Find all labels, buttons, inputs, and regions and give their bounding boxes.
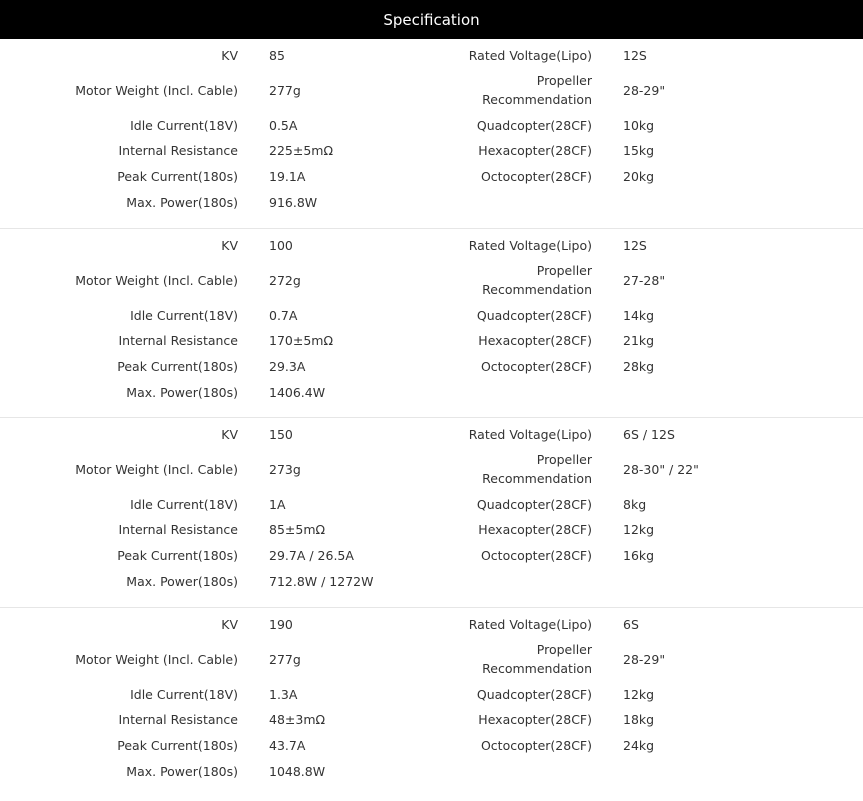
- peak-current-label: Peak Current(180s): [117, 737, 238, 753]
- max-power-value: 1048.8W: [269, 763, 326, 779]
- propeller-label-line1: Propeller: [536, 452, 592, 467]
- weight-label: Motor Weight (Incl. Cable): [75, 272, 238, 288]
- weight-value: 277g: [269, 83, 301, 98]
- quadcopter-label: Quadcopter(28CF): [476, 118, 592, 133]
- hexacopter-value: 15kg: [623, 143, 655, 158]
- resistance-value: 170±5mΩ: [269, 332, 334, 348]
- hexacopter-label: Hexacopter(28CF): [478, 522, 592, 537]
- propeller-label: [482, 71, 592, 109]
- kv-label: KV: [221, 616, 238, 632]
- resistance-value: 225±5mΩ: [269, 143, 334, 158]
- propeller-value: 28-30" / 22": [623, 462, 699, 477]
- quadcopter-label: Quadcopter(28CF): [476, 497, 592, 512]
- max-power-label: Max. Power(180s): [126, 574, 238, 589]
- peak-current-value: 29.7A / 26.5A: [269, 548, 354, 563]
- peak-current-value: 19.1A: [269, 169, 306, 184]
- propeller-value: 28-29": [623, 83, 666, 98]
- idle-current-label: Idle Current(18V): [130, 686, 238, 702]
- idle-current-value: 0.7A: [269, 307, 298, 323]
- peak-current-label: Peak Current(180s): [117, 358, 238, 374]
- resistance-label: Internal Resistance: [118, 143, 238, 158]
- octocopter-value: 16kg: [623, 548, 655, 563]
- weight-value: 277g: [269, 651, 301, 667]
- idle-current-label: Idle Current(18V): [130, 118, 238, 133]
- voltage-label: Rated Voltage(Lipo): [468, 237, 592, 253]
- octocopter-value: 20kg: [623, 169, 655, 184]
- voltage-label: Rated Voltage(Lipo): [468, 616, 592, 632]
- max-power-value: 1406.4W: [269, 384, 326, 400]
- idle-current-value: 1A: [269, 497, 286, 512]
- resistance-value: 48±3mΩ: [269, 711, 326, 727]
- propeller-label: [482, 261, 592, 299]
- voltage-value: 6S / 12S: [623, 427, 675, 442]
- hexacopter-value: 12kg: [623, 522, 655, 537]
- peak-current-label: Peak Current(180s): [117, 548, 238, 563]
- propeller-label-line2: Recommendation: [482, 92, 592, 107]
- octocopter-label: Octocopter(28CF): [480, 548, 592, 563]
- propeller-label-line1: Propeller: [536, 262, 592, 278]
- specification-header: [0, 0, 863, 39]
- quadcopter-label: Quadcopter(28CF): [476, 686, 592, 702]
- voltage-value: 12S: [623, 48, 647, 63]
- quadcopter-value: 12kg: [623, 686, 655, 702]
- weight-label: Motor Weight (Incl. Cable): [75, 651, 238, 667]
- max-power-value: 916.8W: [269, 195, 318, 210]
- page-title: Specification: [383, 10, 480, 29]
- idle-current-label: Idle Current(18V): [130, 307, 238, 323]
- kv-value: 85: [269, 48, 285, 63]
- propeller-label: [482, 450, 592, 488]
- voltage-label: Rated Voltage(Lipo): [468, 427, 592, 442]
- hexacopter-label: Hexacopter(28CF): [478, 332, 592, 348]
- kv-value: 150: [269, 427, 293, 442]
- voltage-value: 6S: [623, 616, 639, 632]
- octocopter-value: 28kg: [623, 358, 655, 374]
- idle-current-value: 1.3A: [269, 686, 298, 702]
- spec-tables: [0, 39, 863, 797]
- quadcopter-value: 10kg: [623, 118, 655, 133]
- kv-value: 100: [269, 237, 293, 253]
- resistance-label: Internal Resistance: [118, 711, 238, 727]
- weight-label: Motor Weight (Incl. Cable): [75, 83, 238, 98]
- kv-label: KV: [221, 237, 238, 253]
- spec-block: [0, 418, 863, 608]
- quadcopter-label: Quadcopter(28CF): [476, 307, 592, 323]
- quadcopter-value: 8kg: [623, 497, 647, 512]
- hexacopter-label: Hexacopter(28CF): [478, 711, 592, 727]
- spec-block: [0, 608, 863, 798]
- max-power-label: Max. Power(180s): [126, 763, 238, 779]
- voltage-value: 12S: [623, 237, 647, 253]
- propeller-label-line1: Propeller: [536, 641, 592, 657]
- propeller-label-line2: Recommendation: [482, 660, 592, 676]
- idle-current-value: 0.5A: [269, 118, 298, 133]
- weight-value: 272g: [269, 272, 301, 288]
- voltage-label: Rated Voltage(Lipo): [468, 48, 592, 63]
- resistance-label: Internal Resistance: [118, 332, 238, 348]
- peak-current-value: 29.3A: [269, 358, 306, 374]
- propeller-value: 28-29": [623, 651, 666, 667]
- resistance-label: Internal Resistance: [118, 522, 238, 537]
- peak-current-value: 43.7A: [269, 737, 306, 753]
- octocopter-value: 24kg: [623, 737, 655, 753]
- propeller-label-line2: Recommendation: [482, 471, 592, 486]
- octocopter-label: Octocopter(28CF): [480, 169, 592, 184]
- propeller-label-line2: Recommendation: [482, 281, 592, 297]
- weight-label: Motor Weight (Incl. Cable): [75, 462, 238, 477]
- spec-block: [0, 229, 863, 419]
- max-power-value: 712.8W / 1272W: [269, 574, 374, 589]
- propeller-label-line1: Propeller: [536, 73, 592, 88]
- propeller-value: 27-28": [623, 272, 666, 288]
- hexacopter-value: 18kg: [623, 711, 655, 727]
- quadcopter-value: 14kg: [623, 307, 655, 323]
- octocopter-label: Octocopter(28CF): [480, 358, 592, 374]
- idle-current-label: Idle Current(18V): [130, 497, 238, 512]
- hexacopter-value: 21kg: [623, 332, 655, 348]
- kv-label: KV: [221, 427, 238, 442]
- octocopter-label: Octocopter(28CF): [480, 737, 592, 753]
- peak-current-label: Peak Current(180s): [117, 169, 238, 184]
- spec-block: [0, 39, 863, 229]
- max-power-label: Max. Power(180s): [126, 195, 238, 210]
- hexacopter-label: Hexacopter(28CF): [478, 143, 592, 158]
- propeller-label: [482, 640, 592, 678]
- kv-label: KV: [221, 48, 238, 63]
- kv-value: 190: [269, 616, 293, 632]
- weight-value: 273g: [269, 462, 301, 477]
- resistance-value: 85±5mΩ: [269, 522, 326, 537]
- max-power-label: Max. Power(180s): [126, 384, 238, 400]
